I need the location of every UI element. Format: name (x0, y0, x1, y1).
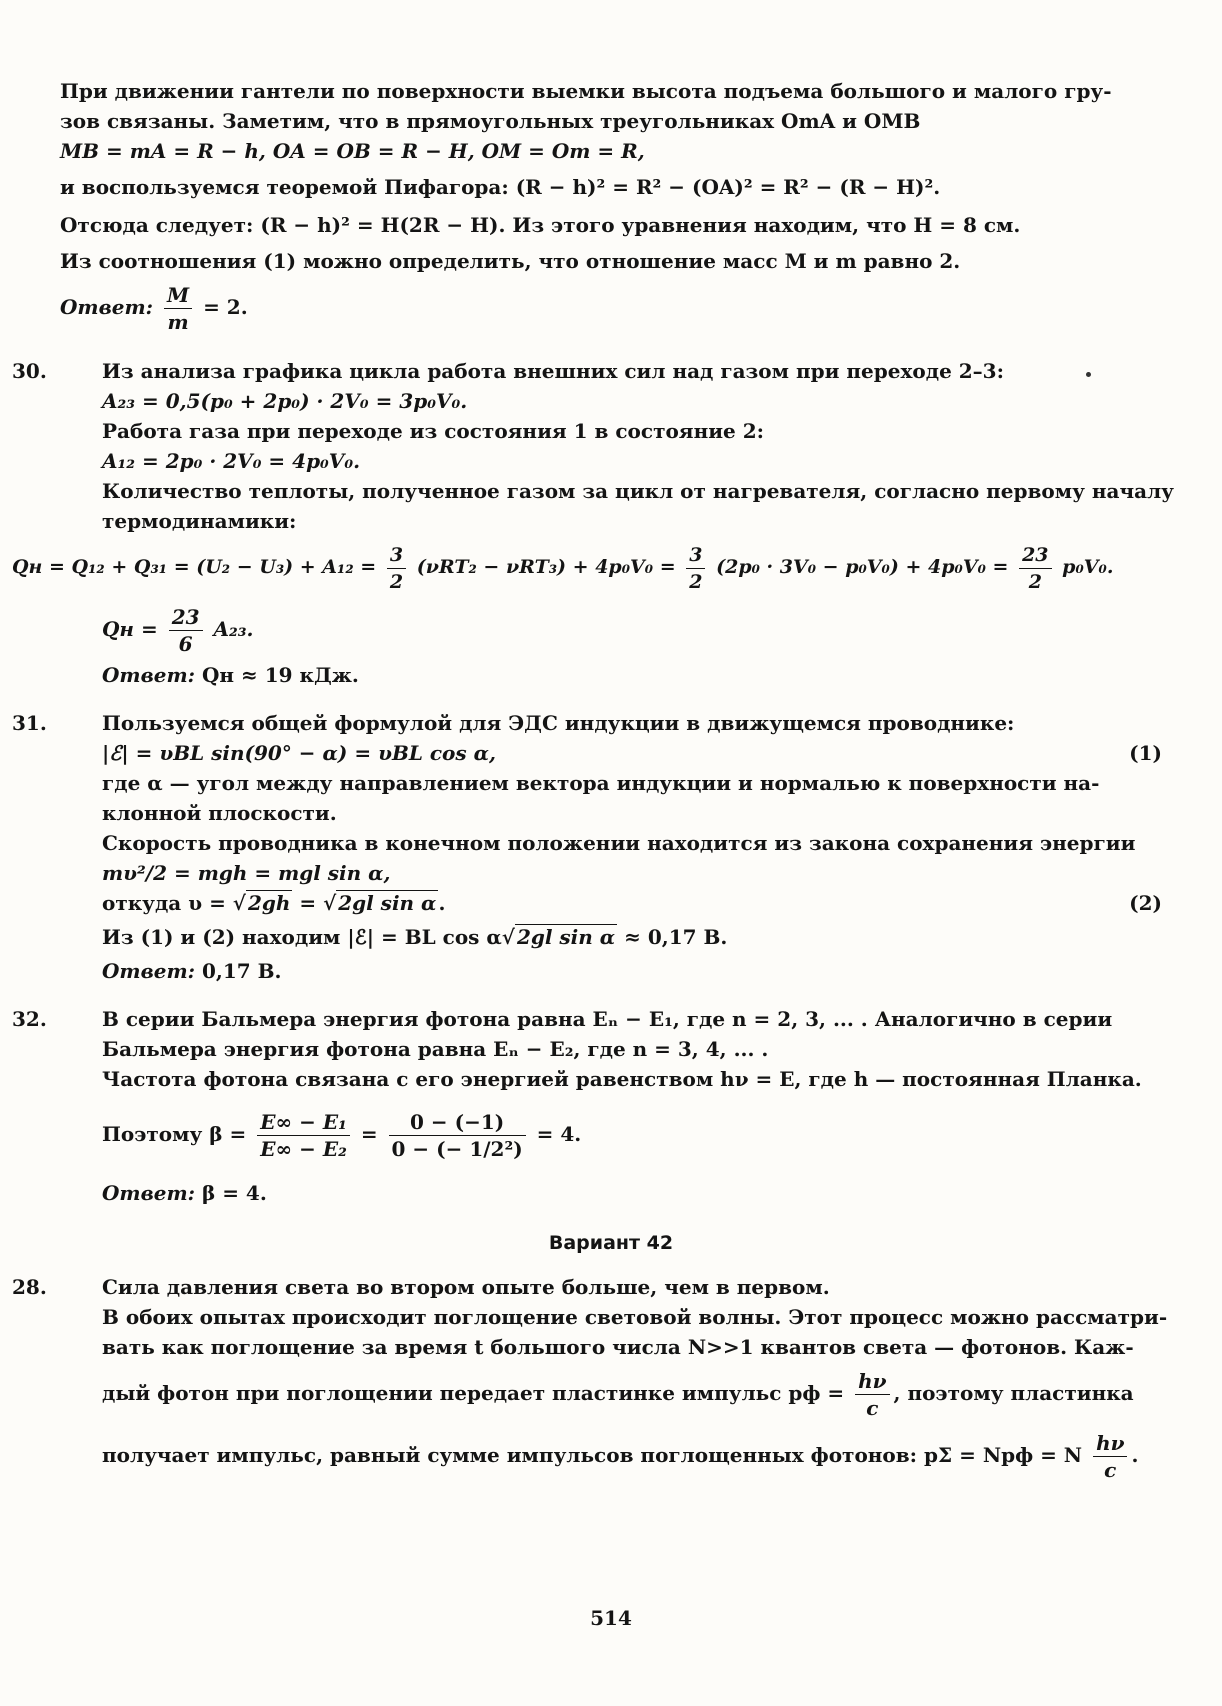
answer-label: Ответ: (60, 295, 153, 319)
fraction-denominator: 2 (389, 570, 404, 593)
eq-part-d: p₀V₀. (1062, 556, 1114, 578)
intro-line-6: Из соотношения (1) можно определить, что отношение масс M и m равно 2. (60, 249, 961, 273)
text-part: = √ (292, 891, 337, 915)
intro-line-3: MB = mA = R − h, OA = OB = R − H, OM = Om = R, (60, 139, 645, 163)
p32-answer (102, 1178, 1162, 1208)
p30-line-5: Количество теплоты, полученное газом за цикл от нагревателя, согласно первому началу (102, 479, 1174, 503)
answer-value: = 2. (203, 295, 248, 319)
problem-number: 28. (12, 1275, 47, 1299)
fraction-numerator: 23 (1019, 542, 1051, 569)
p32-line-3: Частота фотона связана с его энергией равенством hν = E, где h — постоянная Планка. (102, 1067, 1142, 1091)
fraction-denominator: E∞ − E₂ (260, 1137, 347, 1161)
p28-line-1: Сила давления света во втором опыте больше, чем в первом. (102, 1275, 830, 1299)
p30-line-6: термодинамики: (102, 509, 297, 533)
radicand: 2gh (247, 891, 291, 915)
eq-part-b: (νRT₂ − νRT₃) + 4p₀V₀ = (416, 556, 676, 578)
p31-line-3: клонной плоскости. (102, 801, 337, 825)
equation-tag-1: (1) (1129, 741, 1162, 765)
text-part: откуда υ = √ (102, 891, 246, 915)
fraction-numerator: 3 (686, 542, 705, 569)
text-part: , поэтому пластинка (893, 1381, 1134, 1405)
p31-emf-formula (102, 738, 1162, 768)
fraction-numerator: E∞ − E₁ (257, 1109, 350, 1136)
radicand: 2gl sin α (338, 891, 437, 915)
answer-value: β = 4. (201, 1181, 267, 1205)
fraction-denominator: 2 (689, 570, 703, 593)
fraction-23-6 (169, 604, 203, 657)
p28-line-2: В обоих опытах происходит поглощение световой волны. Этот процесс можно рассматри- (102, 1305, 1168, 1329)
p30-answer (102, 660, 1162, 690)
p31-line-2: где α — угол между направлением вектора индукции и нормалью к поверхности на- (102, 771, 1100, 795)
emf-formula: |ℰ| = υBL sin(90° − α) = υBL cos α, (102, 741, 496, 765)
p30-line-1: Из анализа графика цикла работа внешних сил над газом при переходе 2–3: (102, 359, 1004, 383)
intro-line-5: Отсюда следует: (R − h)² = H(2R − H). Из этого уравнения находим, что H = 8 см. (60, 213, 1021, 237)
fraction-numerator: hν (1093, 1430, 1127, 1457)
p31-line-4: Скорость проводника в конечном положении находится из закона сохранения энергии (102, 831, 1136, 855)
text-part: дый фотон при поглощении передает пластинке импульс pф = (102, 1381, 845, 1405)
answer-label: Ответ: (102, 959, 195, 983)
fraction-3-2 (387, 542, 406, 595)
problem-32 (12, 1004, 1162, 1208)
text-part: Поэтому β = (102, 1122, 247, 1146)
answer-label: Ответ: (102, 1181, 195, 1205)
fraction-denominator: 0 − (− 1/2²) (391, 1137, 523, 1161)
fraction-numerator: hν (855, 1368, 889, 1395)
p28-line-5 (102, 1424, 1162, 1486)
p31-answer (102, 956, 1162, 986)
p30-line-3: Работа газа при переходе из состояния 1 в состояние 2: (102, 419, 765, 443)
p28-line-4 (102, 1362, 1162, 1424)
fraction-numerator: 3 (387, 542, 406, 569)
eq-part-a: Qн = Q₁₂ + Q₃₁ = (U₂ − U₃) + A₁₂ = (12, 556, 377, 578)
page-number: 514 (590, 1606, 632, 1630)
text-part: = 4. (536, 1122, 582, 1146)
equals-sign: = (360, 1122, 378, 1146)
text-part: Из (1) и (2) находим |ℰ| = BL cos α√ (102, 925, 515, 949)
fraction-numerator: M (164, 282, 192, 309)
problem-30 (12, 356, 1174, 690)
answer-value: 0,17 В. (201, 959, 282, 983)
fraction-numerator: 0 − (−1) (389, 1109, 526, 1136)
text-part: . (1131, 1443, 1139, 1467)
fraction-denominator: c (1104, 1458, 1117, 1482)
p30-formula-a23: A₂₃ = 0,5(p₀ + 2p₀) · 2V₀ = 3p₀V₀. (102, 389, 468, 413)
p31-velocity-line (102, 888, 1162, 918)
text-part: . (438, 891, 446, 915)
p32-line-2: Бальмера энергия фотона равна Eₙ − E₂, где n = 3, 4, ... . (102, 1037, 769, 1061)
total-momentum-fraction (1093, 1430, 1127, 1483)
p31-result-line (102, 922, 1162, 952)
eq-lhs: Qн = (102, 617, 158, 641)
p28-line-3: вать как поглощение за время t большого числа N>>1 квантов света — фотонов. Каж- (102, 1335, 1134, 1359)
intro-line-4: и воспользуемся теоремой Пифагора: (R − h)² = R² − (OA)² = R² − (R − H)². (60, 175, 941, 199)
p31-energy-formula: mυ²/2 = mgh = mgl sin α, (102, 861, 391, 885)
answer-value: Qн ≈ 19 кДж. (201, 663, 359, 687)
intro-line-2: зов связаны. Заметим, что в прямоугольных треугольниках OmA и OMB (60, 109, 921, 133)
equation-tag-2: (2) (1129, 891, 1162, 915)
intro-answer (60, 276, 1162, 338)
velocity-formula (102, 888, 445, 918)
problem-31 (12, 708, 1162, 986)
problem-number: 32. (12, 1007, 47, 1031)
radicand: 2gl sin α (516, 925, 616, 949)
text-part: ≈ 0,17 В. (617, 925, 728, 949)
eq-rhs: A₂₃. (213, 617, 254, 641)
fraction-numerator: 23 (169, 604, 203, 631)
photon-momentum-fraction (855, 1368, 889, 1421)
numeric-ratio-fraction (389, 1109, 526, 1162)
fraction-23-2 (1019, 542, 1051, 595)
energy-ratio-fraction (257, 1109, 350, 1162)
p30-qn-formula (102, 598, 1162, 660)
mass-ratio-fraction (164, 282, 192, 335)
intro-line-1: При движении гантели по поверхности выемки высота подъема большого и малого гру- (60, 79, 1112, 103)
text-part: получает импульс, равный сумме импульсов поглощенных фотонов: pΣ = Npф = N (102, 1443, 1083, 1467)
p31-line-1: Пользуемся общей формулой для ЭДС индукции в движущемся проводнике: (102, 711, 1015, 735)
problem-number: 31. (12, 711, 47, 735)
intro-section (60, 76, 1162, 338)
problem-28 (12, 1272, 1168, 1486)
variant-heading: Вариант 42 (548, 1232, 674, 1254)
p32-line-1: В серии Бальмера энергия фотона равна Eₙ − E₁, где n = 2, 3, ... . Аналогично в серии (102, 1007, 1113, 1031)
fraction-3-2-second (686, 542, 705, 595)
fraction-denominator: 2 (1028, 570, 1042, 593)
eq-part-c: (2p₀ · 3V₀ − p₀V₀) + 4p₀V₀ = (716, 556, 1009, 578)
p32-beta-formula (102, 1094, 1162, 1174)
fraction-denominator: 6 (178, 632, 193, 656)
problem-number: 30. (12, 359, 47, 383)
fraction-denominator: c (866, 1396, 879, 1420)
p30-heat-equation (12, 536, 1162, 598)
answer-label: Ответ: (102, 663, 195, 687)
p30-formula-a12: A₁₂ = 2p₀ · 2V₀ = 4p₀V₀. (102, 449, 361, 473)
fraction-denominator: m (167, 310, 189, 334)
scan-speck (1086, 372, 1091, 377)
